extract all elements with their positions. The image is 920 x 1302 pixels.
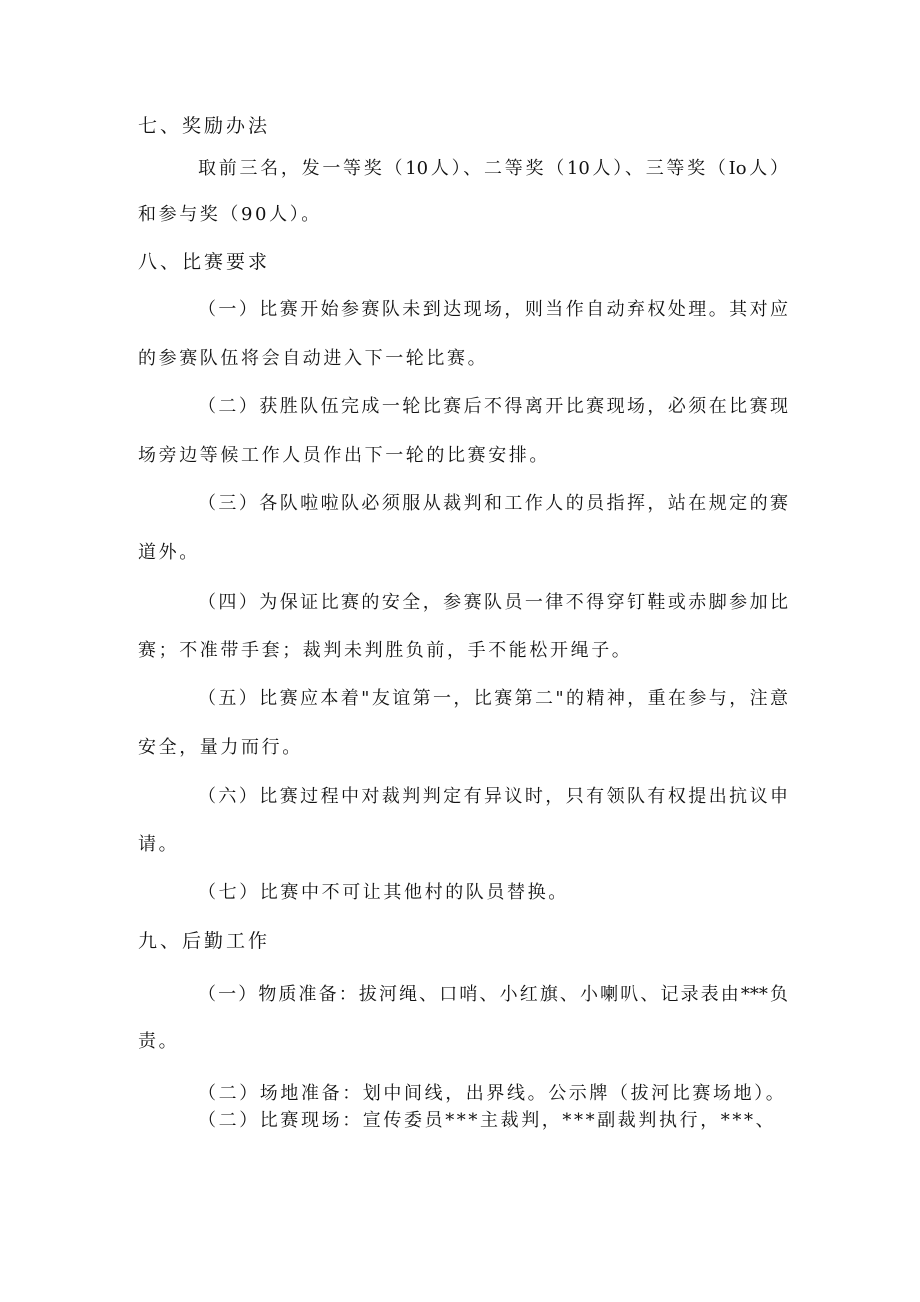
paragraph-line: （三）各队啦啦队必须服从裁判和工作人的员指挥，站在规定的赛 [198,493,788,514]
paragraph-line: 场旁边等候工作人员作出下一轮的比赛安排。 [138,445,550,466]
paragraph-line: 赛；不准带手套；裁判未判胜负前，手不能松开绳子。 [138,640,633,661]
paragraph-line: 和参与奖（90人）。 [138,204,322,225]
paragraph-line: 安全，量力而行。 [138,737,303,758]
paragraph-line: （二）比赛现场：宣传委员***主裁判，***副裁判执行，***、 [198,1110,777,1131]
paragraph-line: （二）场地准备：划中间线，出界线。公示牌（拔河比赛场地）。 [198,1083,787,1104]
section-heading-8: 八、比赛要求 [138,251,271,273]
paragraph-line: （二）获胜队伍完成一轮比赛后不得离开比赛现场，必须在比赛现 [198,396,788,417]
paragraph-line: （一）物质准备：拔河绳、口哨、小红旗、小喇叭、记录表由***负 [198,984,788,1005]
section-heading-9: 九、后勤工作 [138,930,271,952]
paragraph-line: （一）比赛开始参赛队未到达现场，则当作自动弃权处理。其对应 [198,299,788,320]
paragraph-line: （六）比赛过程中对裁判判定有异议时，只有领队有权提出抗议申 [198,786,788,807]
paragraph-line: （五）比赛应本着"友谊第一，比赛第二"的精神，重在参与，注意 [198,688,788,709]
section-heading-7: 七、奖励办法 [138,115,271,137]
paragraph-line: （七）比赛中不可让其他村的队员替换。 [198,882,569,903]
paragraph-line: （四）为保证比赛的安全，参赛队员一律不得穿钉鞋或赤脚参加比 [198,592,788,613]
paragraph-line: 请。 [138,834,180,855]
paragraph-line: 责。 [138,1031,180,1052]
paragraph-line: 取前三名，发一等奖（10人）、二等奖（10人）、三等奖（Io人） [198,158,788,179]
paragraph-line: 道外。 [138,542,200,563]
paragraph-line: 的参赛队伍将会自动进入下一轮比赛。 [138,348,489,369]
